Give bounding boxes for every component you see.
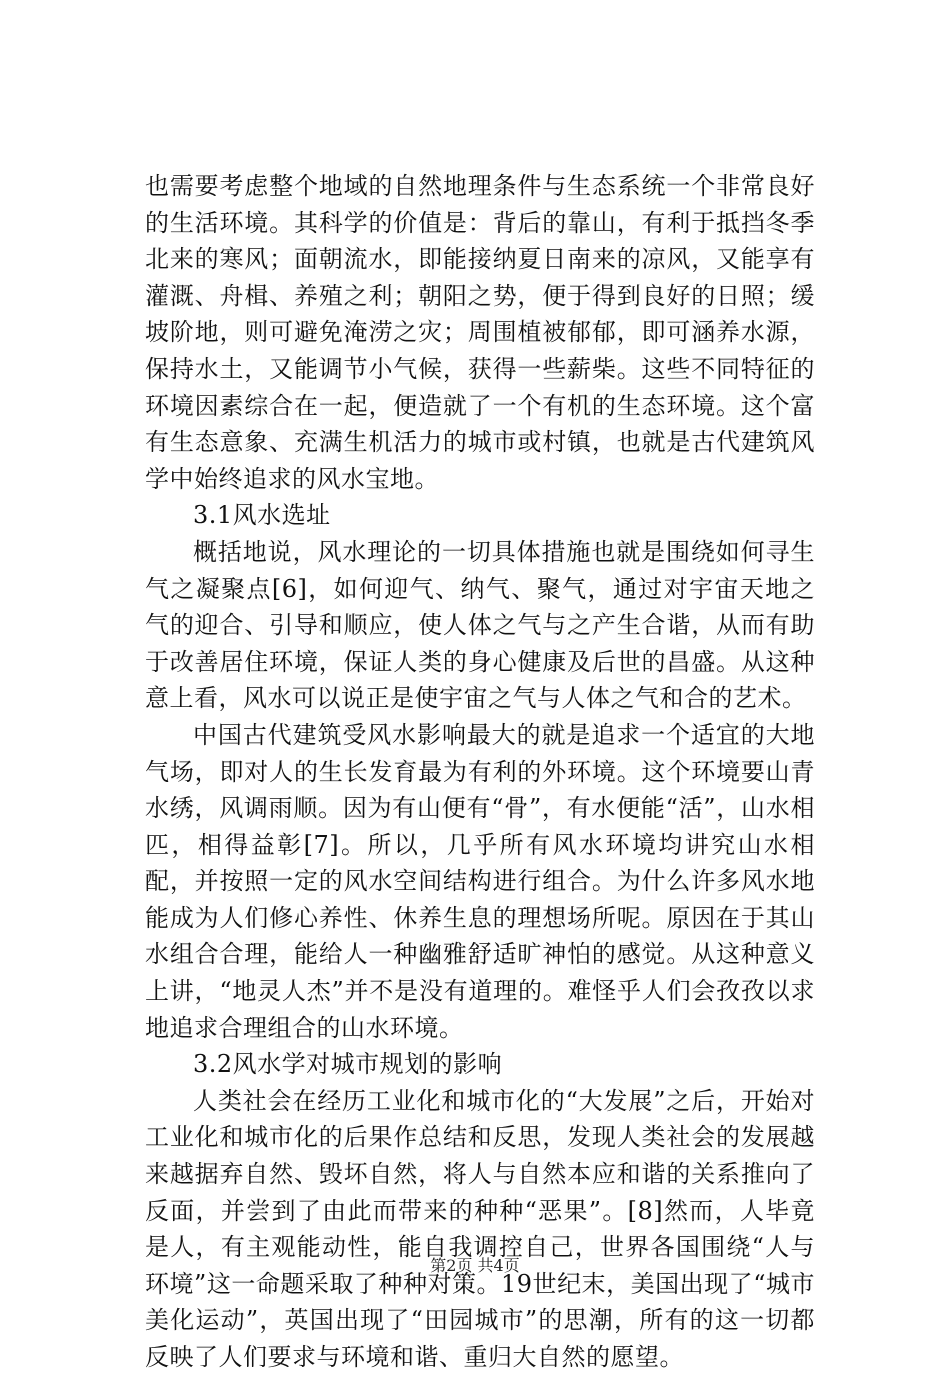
- page-footer: 第2页 共4页: [430, 1256, 520, 1275]
- document-body: [145, 168, 815, 1376]
- paragraph: 概括地说，风水理论的一切具体措施也就是围绕如何寻生气之凝聚点[6]，如何迎气、纳气、聚气，通过对宇宙天地之气的迎合、引导和顺应，使人体之气与之产生合谐，从而有助于改善居住环境，保证人类的身心健康及后世的昌盛。从这种意上看，风水可以说正是使宇宙之气与人体之气和合的艺术。: [145, 537, 815, 713]
- section-heading-3-1: 3.1风水选址: [193, 501, 331, 530]
- paragraph-continuation: 也需要考虑整个地域的自然地理条件与生态系统一个非常良好的生活环境。其科学的价值是：背后的靠山，有利于抵挡冬季北来的寒风；面朝流水，即能接纳夏日南来的凉风，又能享有灌溉、舟楫、养殖之利；朝阳之势，便于得到良好的日照；缓坡阶地，则可避免淹涝之灾；周围植被郁郁，即可涵养水源，保持水土，又能调节小气候，获得一些薪柴。这些不同特征的环境因素综合在一起，便造就了一个有机的生态环境。这个富有生态意象、充满生机活力的城市或村镇，也就是古代建筑风学中始终追求的风水宝地。: [145, 172, 815, 493]
- paragraph: 中国古代建筑受风水影响最大的就是追求一个适宜的大地气场，即对人的生长发育最为有利的外环境。这个环境要山青水绣，风调雨顺。因为有山便有“骨”，有水便能“活”，山水相匹，相得益彰[7]。所以，几乎所有风水环境均讲究山水相配，并按照一定的风水空间结构进行组合。为什么许多风水地能成为人们修心养性、休养生息的理想场所呢。原因在于其山水组合合理，能给人一种幽雅舒适旷神怕的感觉。从这种意义上讲，“地灵人杰”并不是没有道理的。难怪乎人们会孜孜以求地追求合理组合的山水环境。: [145, 720, 815, 1042]
- paragraph: 人类社会在经历工业化和城市化的“大发展”之后，开始对工业化和城市化的后果作总结和反思，发现人类社会的发展越来越据弃自然、毁坏自然，将人与自然本应和谐的关系推向了反面，并尝到了由此而带来的种种“恶果”。[8]然而，人毕竟是人，有主观能动性，能自我调控自己，世界各国围绕“人与环境”这一命题采取了种种对策。19世纪末，美国出现了“城市美化运动”，英国出现了“田园城市”的思潮，所有的这一切都反映了人们要求与环境和谐、重归大自然的愿望。: [145, 1086, 815, 1371]
- section-heading-3-2: 3.2风水学对城市规划的影响: [193, 1050, 503, 1079]
